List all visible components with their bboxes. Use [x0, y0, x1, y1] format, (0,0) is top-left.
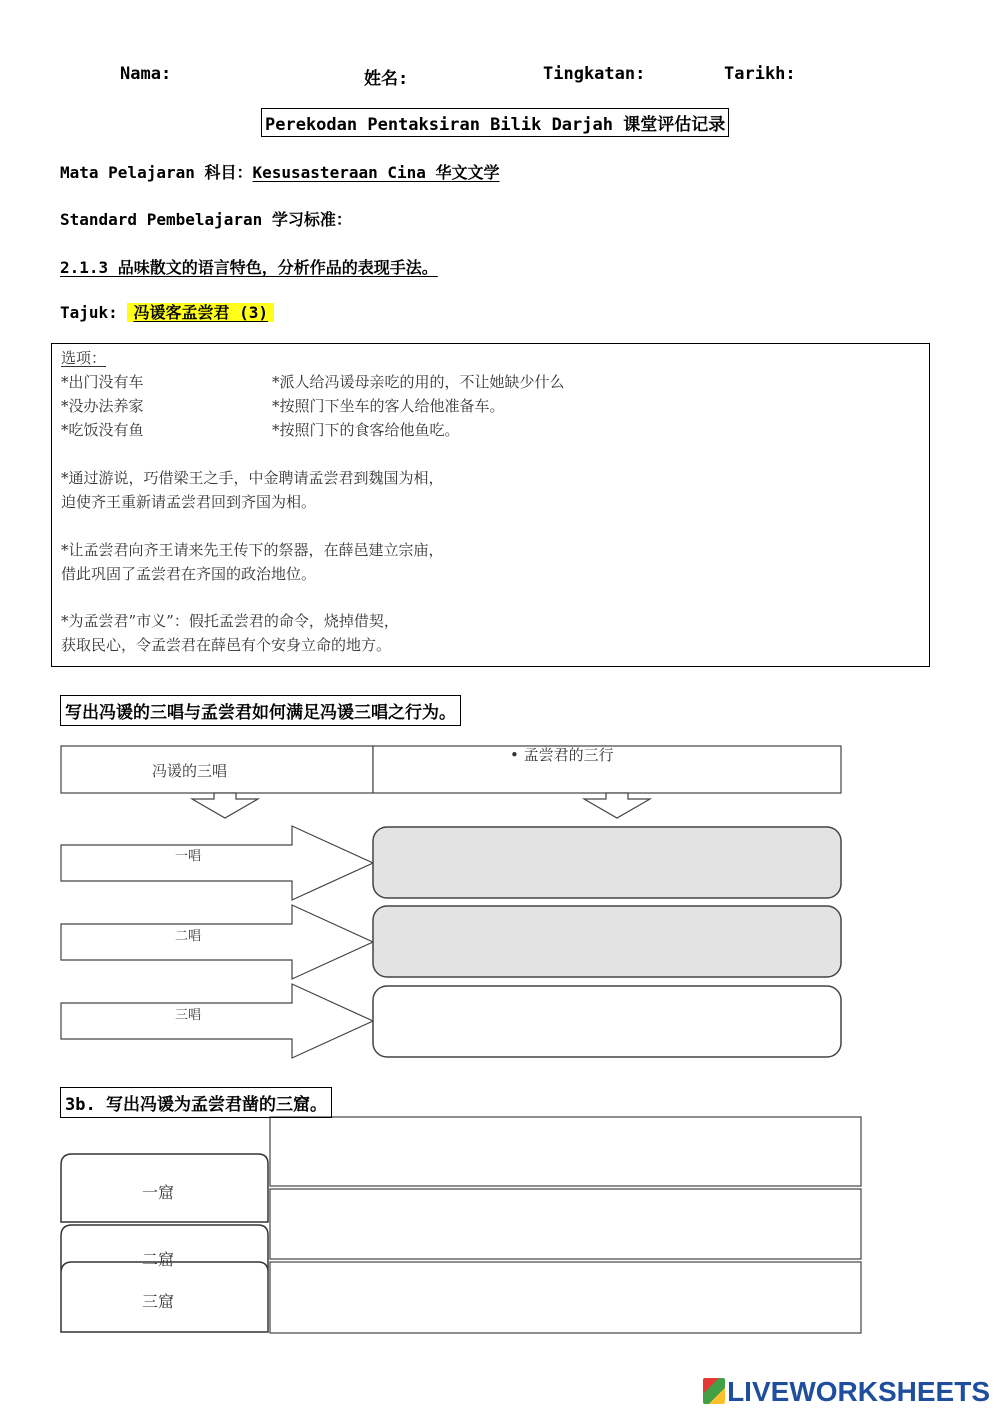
option-item: 借此巩固了孟尝君在齐国的政治地位。	[61, 565, 317, 583]
cave-label-2: 二窟	[142, 1250, 175, 1269]
option-item: 获取民心，令孟尝君在薛邑有个安身立命的地方。	[61, 636, 392, 654]
logo-text: LIVEWORKSHEETS	[727, 1376, 990, 1407]
cave-input-2[interactable]	[270, 1189, 861, 1259]
answer-input-1[interactable]	[373, 827, 841, 898]
form-label: Tingkatan:	[543, 64, 646, 84]
subject-label: Mata Pelajaran 科目：	[60, 163, 253, 182]
option-item: *没办法养家	[61, 397, 144, 415]
options-heading: 选项：	[61, 349, 107, 367]
subject-value: Kesusasteraan Cina 华文文学	[252, 163, 500, 182]
liveworksheets-logo	[703, 1376, 990, 1408]
name-label: Nama:	[120, 64, 172, 84]
option-item: *按照门下坐车的客人给他准备车。	[272, 397, 505, 415]
down-arrow-icon	[192, 793, 258, 818]
cave-input-1[interactable]	[270, 1117, 861, 1186]
topic-label: Tajuk:	[60, 303, 118, 322]
answer-input-3[interactable]	[373, 986, 841, 1057]
arrow-right-icon	[61, 984, 373, 1058]
option-item: *出门没有车	[61, 373, 144, 391]
option-item: *派人给冯谖母亲吃的用的，不让她缺少什么	[272, 373, 565, 391]
option-item: *为孟尝君”市义”：假托孟尝君的命令，烧掉借契，	[61, 612, 399, 630]
question-2: 3b. 写出冯谖为孟尝君凿的三窟。	[60, 1087, 332, 1118]
left-header-label: 冯谖的三唱	[152, 762, 228, 780]
chinese-name-label: 姓名:	[364, 69, 409, 89]
row-label-3: 三唱	[175, 1008, 202, 1023]
topic-value: 冯谖客孟尝君 (3)	[127, 303, 274, 322]
cave-input-3[interactable]	[270, 1262, 861, 1333]
cave-label-1: 一窟	[142, 1183, 175, 1202]
right-header-label: • 孟尝君的三行	[510, 746, 614, 764]
arrow-right-icon	[61, 905, 373, 979]
option-item: *按照门下的食客给他鱼吃。	[272, 421, 460, 439]
option-item: *吃饭没有鱼	[61, 421, 144, 439]
down-arrow-icon	[584, 793, 650, 818]
answer-input-2[interactable]	[373, 906, 841, 977]
option-item: *通过游说，巧借梁王之手，中金聘请孟尝君到魏国为相，	[61, 469, 444, 487]
date-label: Tarikh:	[724, 64, 796, 84]
option-item: 迫使齐王重新请孟尝君回到齐国为相。	[61, 493, 317, 511]
row-label-1: 一唱	[175, 849, 202, 864]
row-label-2: 二唱	[175, 929, 202, 944]
logo-icon	[703, 1378, 725, 1404]
arrow-right-icon	[61, 826, 373, 900]
standard-label: Standard Pembelajaran 学习标准：	[60, 210, 352, 229]
question-1: 写出冯谖的三唱与孟尝君如何满足冯谖三唱之行为。	[60, 695, 461, 726]
option-item: *让孟尝君向齐王请来先王传下的祭器，在薛邑建立宗庙，	[61, 541, 444, 559]
standard-code: 2.1.3 品味散文的语言特色，分析作品的表现手法。	[60, 258, 438, 277]
cave-label-3: 三窟	[142, 1292, 175, 1311]
document-title: Perekodan Pentaksiran Bilik Darjah 课堂评估记录	[261, 108, 729, 137]
